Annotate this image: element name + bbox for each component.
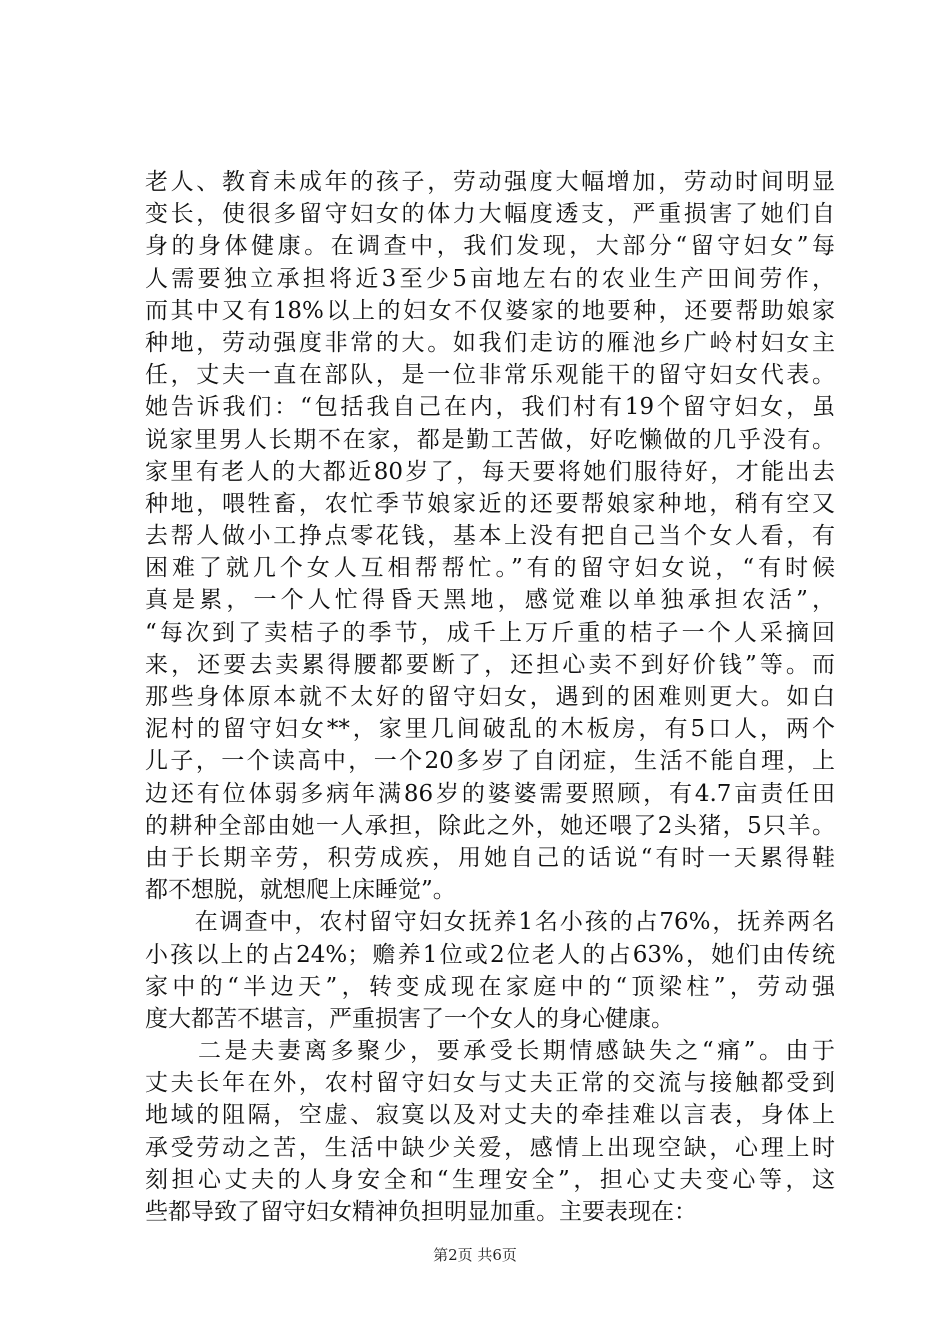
text-line: 些都导致了留守妇女精神负担明显加重。主要表现在： [145, 1199, 697, 1225]
text-line: 真是累，一个人忙得昏天黑地，感觉难以单独承担农活”， [145, 587, 835, 614]
text-line: 种地，喂牲畜，农忙季节娘家近的还要帮娘家种地，稍有空又 [145, 490, 835, 517]
text-line: 而其中又有18%以上的妇女不仅婆家的地要种，还要帮助娘家 [145, 297, 835, 324]
text-line: 那些身体原本就不太好的留守妇女，遇到的困难则更大。如白 [145, 684, 835, 710]
text-line: 说家里男人长期不在家，都是勤工苦做，好吃懒做的几乎没有。 [145, 426, 835, 453]
text-line: 边还有位体弱多病年满86岁的婆婆需要照顾，有4.7亩责任田 [145, 780, 835, 807]
text-line: 刻担心丈夫的人身安全和“生理安全”，担心丈夫变心等，这 [145, 1166, 835, 1193]
text-line: 都不想脱，就想爬上床睡觉”。 [145, 877, 456, 904]
text-line: “每次到了卖桔子的季节，成千上万斤重的桔子一个人采摘回 [145, 619, 835, 646]
text-line: 老人、教育未成年的孩子，劳动强度大幅增加，劳动时间明显 [145, 169, 835, 195]
text-line: 小孩以上的占24%；赡养1位或2位老人的占63%，她们由传统 [145, 941, 835, 968]
text-line: 家里有老人的大都近80岁了，每天要将她们服待好，才能出去 [145, 458, 835, 485]
text-line: 家中的“半边天”，转变成现在家庭中的“顶梁柱”，劳动强 [145, 973, 835, 1000]
page-footer: 第2页 共6页 [433, 1246, 517, 1264]
body-text [145, 166, 835, 1228]
text-line: 丈夫长年在外，农村留守妇女与丈夫正常的交流与接触都受到 [145, 1070, 835, 1097]
text-line: 种地，劳动强度非常的大。如我们走访的雁池乡广岭村妇女主 [145, 329, 835, 356]
text-line: 儿子，一个读高中，一个20多岁了自闭症，生活不能自理，上 [145, 748, 835, 775]
text-line: 在调查中，农村留守妇女抚养1名小孩的占76%，抚养两名 [145, 909, 835, 936]
text-line: 身的身体健康。在调查中，我们发现，大部分“留守妇女”每 [145, 233, 835, 260]
text-line: 去帮人做小工挣点零花钱，基本上没有把自己当个女人看，有 [145, 523, 835, 550]
text-line: 二是夫妻离多聚少，要承受长期情感缺失之“痛”。由于 [145, 1038, 835, 1065]
text-line: 度大都苦不堪言，严重损害了一个女人的身心健康。 [145, 1005, 674, 1032]
text-line: 人需要独立承担将近3至少5亩地左右的农业生产田间劳作， [145, 265, 835, 292]
text-line: 地域的阻隔，空虚、寂寞以及对丈夫的牵挂难以言表，身体上 [145, 1102, 835, 1129]
text-line: 她告诉我们：“包括我自己在内，我们村有19个留守妇女，虽 [145, 394, 835, 421]
text-line: 泥村的留守妇女**，家里几间破乱的木板房，有5口人，两个 [145, 716, 835, 743]
text-line: 来，还要去卖累得腰都要断了，还担心卖不到好价钱”等。而 [145, 651, 835, 678]
text-line: 由于长期辛劳，积劳成疾，用她自己的话说“有时一天累得鞋 [145, 844, 835, 871]
text-line: 困难了就几个女人互相帮帮忙。”有的留守妇女说，“有时候 [145, 555, 835, 582]
text-line: 承受劳动之苦，生活中缺少关爱，感情上出现空缺，心理上时 [145, 1134, 835, 1161]
text-line: 变长，使很多留守妇女的体力大幅度透支，严重损害了她们自 [145, 201, 835, 228]
text-line: 任，丈夫一直在部队，是一位非常乐观能干的留守妇女代表。 [145, 362, 835, 389]
text-line: 的耕种全部由她一人承担，除此之外，她还喂了2头猪，5只羊。 [145, 812, 835, 839]
